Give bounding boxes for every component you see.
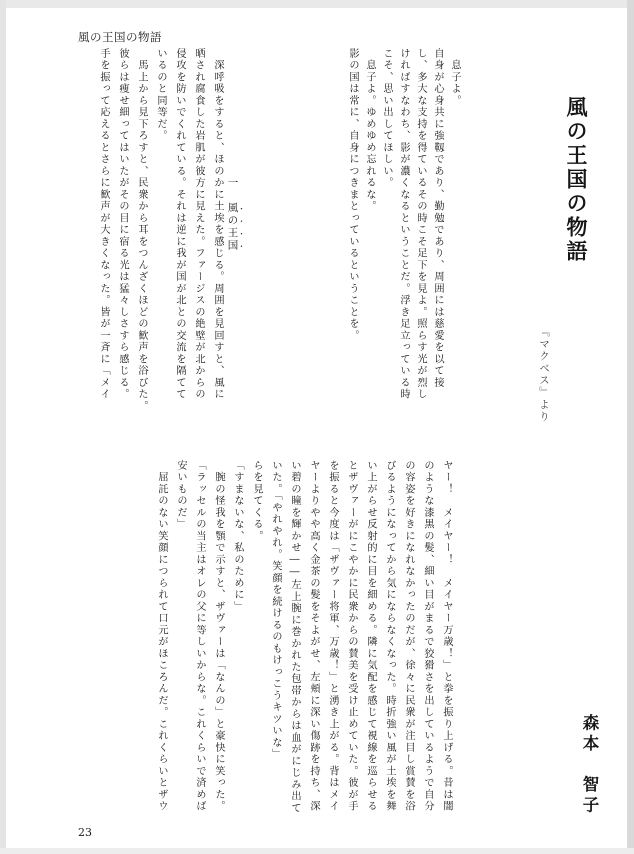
section-heading-spacer	[227, 190, 239, 203]
page-number: 23	[78, 826, 92, 839]
epigraph-line: し、多大な支持を得ているその時こそ足下を見よ。照らす光が烈し	[415, 48, 426, 401]
body-line: らを見てくる。	[251, 460, 262, 543]
epigraph-line: こそ、思い出してほしい。	[381, 48, 392, 189]
epigraph-line: 息子よ。ゆめゆめ忘れるな。	[364, 48, 375, 213]
page-sheet	[6, 8, 627, 848]
running-head: 風の王国の物語	[78, 30, 162, 44]
page-gutter-right	[627, 0, 634, 854]
body-line: 「すまないな、私のために」	[232, 460, 243, 613]
author-byline: 森本 智子	[580, 714, 599, 817]
body-line: 安いものだ」	[175, 460, 186, 531]
page-gutter-top	[0, 0, 634, 8]
epigraph-line: 息子よ。	[449, 48, 460, 107]
section-heading-number: 一	[226, 177, 239, 190]
body-line: とザヴァーがにこやかに民衆からの賛美を受け止めていた。彼が手	[346, 460, 357, 813]
body-line: ヤーよりやや高く金茶の髪をそよがせ、左頬に深い傷跡を持ち、深	[308, 460, 319, 813]
body-line: を振ると今度は「ザヴァー将軍、万歳！」と湧き上がる。背はメイ	[327, 460, 338, 813]
epigraph-line: 影の国は常に、自身につきまとっているということを。	[347, 48, 358, 342]
epigraph-source: 『マクベス』より	[538, 326, 550, 423]
body-line: 屈託のない笑顔につられて口元がほころんだ。これくらいとザウ	[156, 460, 167, 813]
body-line: 深呼吸をすると、ほのかに土埃を感じる。周囲を見回すと、風に	[212, 48, 223, 401]
body-line: 「ラッセルの当主はオレの父に等しいからな。これくらいで済めば	[194, 460, 205, 813]
body-block-lower	[71, 460, 451, 840]
body-line: 晒され腐食した岩肌が彼方に見えた。ファージスの絶壁が北からの	[193, 48, 204, 401]
body-line: い上がらせ反射的に目を細める。隣に気配を感じて視線を巡らせる	[365, 460, 376, 813]
body-line: いるのと同等だ。	[155, 48, 166, 142]
body-line: びるようになってから気にならなくなった。時折強い風が土埃を舞	[384, 460, 395, 813]
body-line: 手を振って応えるとさらに歓声が大きくなった。皆が一斉に「メイ	[98, 48, 109, 401]
body-line: いた。「やれやれ。笑顔を続けるのもけっこうキツいな」	[270, 460, 281, 761]
body-line: 侵攻を防いでくれている。それは逆に我が国が北との交流を隔てて	[174, 48, 185, 401]
body-line: ヤー！ メイヤー！ メイヤー万歳！」と拳を振り上げる。昔は闇	[441, 460, 452, 813]
body-line: 彼らは痩せ細ってはいたがその目に宿る光は猛々しさすら感じる。	[117, 48, 128, 401]
epigraph-block	[299, 48, 459, 448]
epigraph-line: ければすなわち、影が濃くなるということだ。浮き足立っている時	[398, 48, 409, 401]
body-line: のような漆黒の髪、細い目がまるで狡猾さを出しているようで自分	[422, 460, 433, 813]
section-heading-title: 風の王国	[226, 202, 239, 252]
body-line: い碧の瞳を輝かせ――左上腕に巻かれた包帯からは血がにじみ出て	[289, 460, 300, 815]
body-line: の容姿を好きになれなかったのだが、徐々に民衆が注目し賞賛を浴	[403, 460, 414, 813]
body-block-upper	[72, 48, 222, 468]
epigraph-line: 自身が心身共に強靱であり、勤勉であり、周囲には慈愛を以て接	[432, 48, 443, 389]
body-line: 馬上から見下ろすと、民衆から耳をつんざくほどの歓声を浴びた。	[136, 48, 147, 413]
body-line: 腕の怪我を顎で示すと、ザヴァーは「なんの」と豪快に笑った。	[213, 460, 224, 813]
page-title: 風の王国の物語	[564, 96, 589, 264]
page-gutter-bottom	[0, 848, 634, 854]
